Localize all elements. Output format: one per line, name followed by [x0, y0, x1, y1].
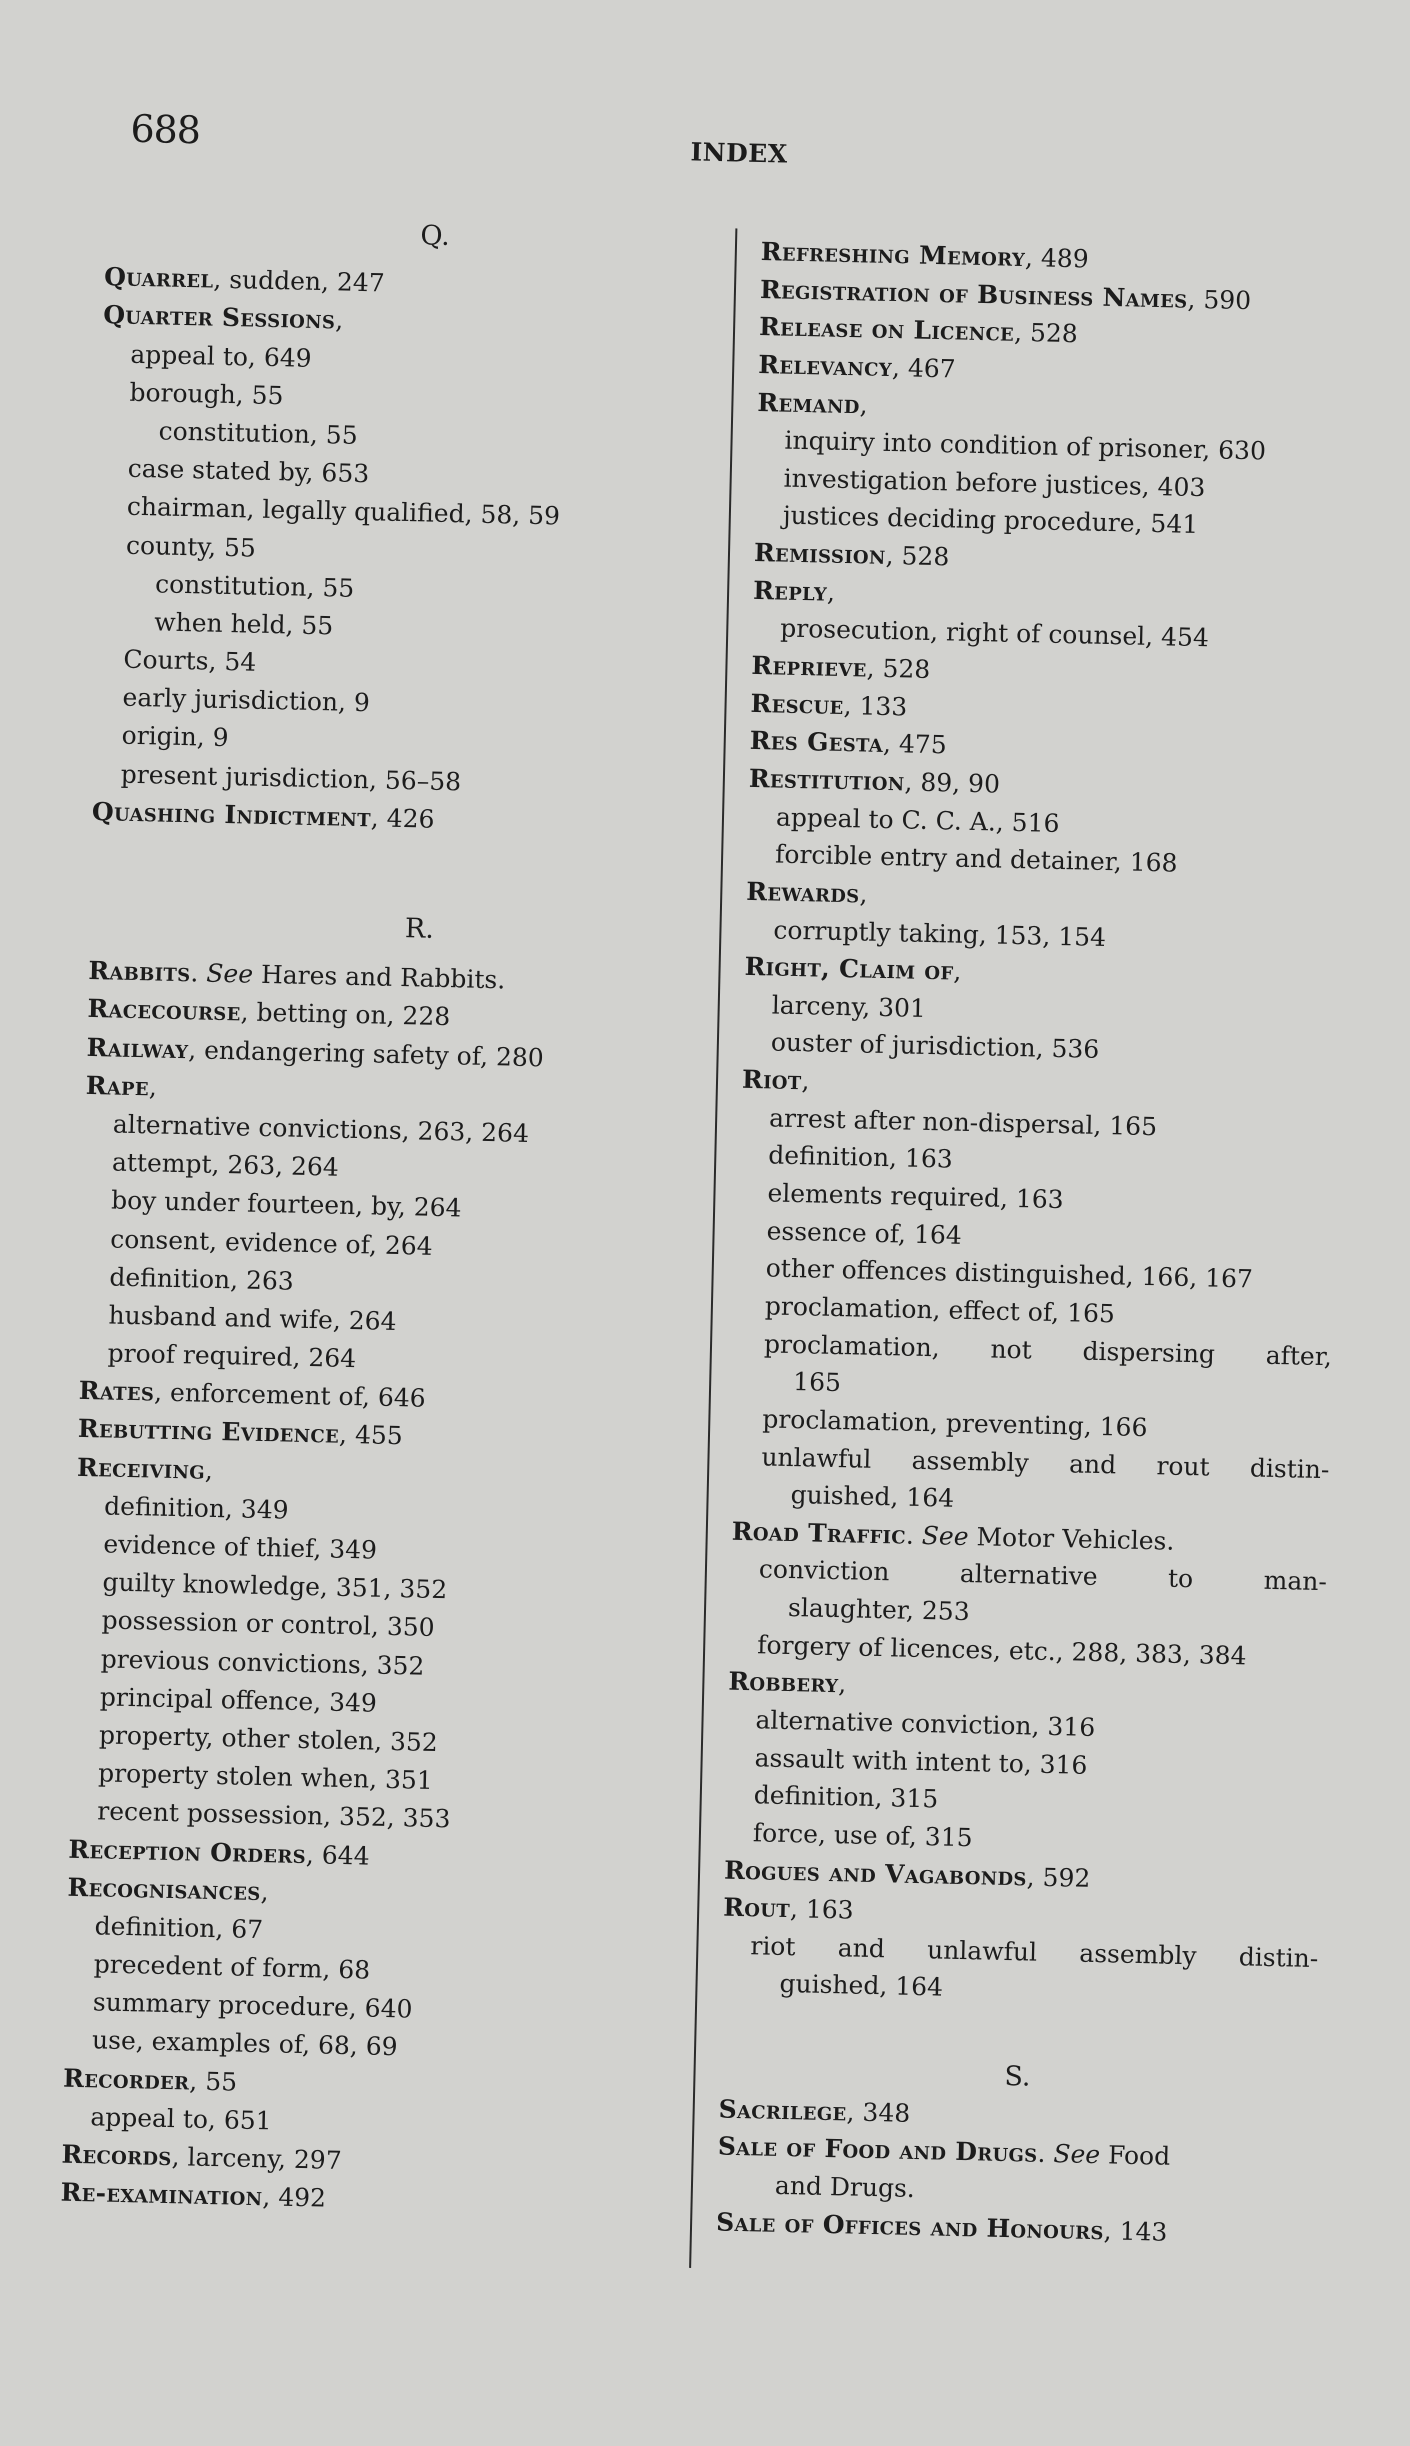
entry-text: arrest after non-dispersal, 165: [768, 1103, 1158, 1141]
entry-term: Remission: [753, 538, 887, 571]
entry-text: , enforcement of, 646: [153, 1377, 426, 1413]
entry-text: , 133: [843, 690, 908, 722]
entry-text: ,: [204, 1455, 214, 1485]
entry-term: Rescue: [750, 688, 844, 720]
entry-text: definition, 67: [94, 1911, 264, 1945]
entry-term: Relevancy: [757, 349, 893, 382]
entry-text: , 528: [866, 653, 931, 685]
entry-text: , 475: [882, 729, 948, 760]
running-head: INDEX: [690, 137, 789, 169]
entry-text: precedent of form, 68: [93, 1949, 371, 1985]
entry-text: when held, 55: [153, 607, 334, 641]
entry-text: prosecution, right of counsel, 454: [779, 613, 1210, 653]
entry-text: borough, 55: [129, 377, 284, 410]
entry-term: Riot: [741, 1064, 802, 1096]
entry-text: appeal to, 649: [130, 339, 312, 373]
entry-text: property stolen when, 351: [97, 1758, 434, 1796]
entry-text: , larceny, 297: [171, 2142, 343, 2175]
entry-text: ,: [826, 577, 836, 607]
entry-text: appeal to C. C. A., 516: [775, 802, 1060, 838]
entry-text: boy under fourteen, by, 264: [110, 1185, 462, 1223]
entry-text: investigation before justices, 403: [783, 463, 1206, 503]
entry-text: use, examples of, 68, 69: [91, 2025, 398, 2062]
entry-text: proclamation, effect of, 165: [764, 1291, 1116, 1329]
entry-text: ,: [260, 1876, 269, 1906]
entry-text: recent possession, 352, 353: [96, 1796, 451, 1834]
see-reference: See: [206, 958, 254, 989]
entry-term: Rewards: [746, 876, 860, 909]
entry-text: essence of, 164: [766, 1216, 963, 1250]
entry-term: Release on Licence: [758, 312, 1015, 348]
entry-text: Hares and Rabbits.: [252, 959, 506, 995]
entry-text: riot and unlawful assembly distin-: [750, 1931, 1319, 1973]
entry-term: Res Gesta: [749, 726, 884, 759]
entry-text: previous convictions, 352: [100, 1643, 425, 1681]
page-number: 688: [129, 106, 201, 153]
entry-text: , 492: [262, 2182, 327, 2213]
entry-text: ,: [953, 956, 962, 986]
entry-text: ,: [148, 1072, 158, 1102]
entry-term: Right, Claim of: [744, 952, 954, 986]
entry-term: Rates: [78, 1376, 155, 1407]
entry-text: elements required, 163: [767, 1178, 1064, 1215]
entry-text: Food: [1099, 2140, 1171, 2172]
entry-text: other offences distinguished, 166, 167: [765, 1253, 1254, 1294]
entry-term: Rebutting Evidence: [77, 1414, 340, 1450]
section-letter-heading: S.: [1004, 2061, 1031, 2093]
entry-term: Racecourse: [87, 994, 241, 1027]
entry-text: .: [190, 958, 207, 988]
entry-term: Reply: [752, 575, 828, 607]
entry-text: possession or control, 350: [101, 1605, 435, 1643]
entry-text: justices deciding procedure, 541: [782, 501, 1199, 540]
entry-text: appeal to, 651: [90, 2102, 272, 2136]
entry-term: Robbery: [728, 1666, 839, 1699]
entry-text: , 644: [305, 1839, 370, 1871]
entry-text: , 467: [891, 352, 956, 384]
entry-text: definition, 263: [109, 1262, 295, 1296]
entry-term: Railway: [86, 1032, 189, 1064]
entry-text: guished, 164: [779, 1969, 944, 2003]
entry-text: .: [1037, 2139, 1054, 2169]
section-letter-heading: Q.: [420, 220, 451, 252]
entry-text: guished, 164: [790, 1480, 955, 1513]
entry-text: evidence of thief, 349: [103, 1529, 378, 1565]
entry-text: summary procedure, 640: [92, 1987, 413, 2024]
entry-text: and Drugs.: [774, 2170, 916, 2204]
entry-term: Records: [61, 2139, 173, 2172]
entry-text: ,: [859, 389, 868, 420]
entry-text: , 55: [189, 2066, 238, 2097]
entry-text: constitution, 55: [154, 569, 355, 603]
entry-text: Motor Vehicles.: [968, 1521, 1175, 1556]
entry-text: , sudden, 247: [213, 264, 386, 298]
entry-text: , 455: [338, 1420, 404, 1451]
entry-text: proclamation, preventing, 166: [762, 1404, 1148, 1442]
entry-text: proclamation, not dispersing after,: [763, 1328, 1333, 1371]
entry-term: Remand: [757, 387, 861, 419]
entry-term: Receiving: [76, 1452, 206, 1485]
entry-text: property, other stolen, 352: [98, 1720, 439, 1758]
entry-term: Recognisances: [67, 1872, 261, 1906]
entry-text: corruptly taking, 153, 154: [773, 915, 1107, 952]
entry-text: , 590: [1187, 284, 1252, 315]
entry-text: , 528: [885, 541, 950, 572]
entry-text: , endangering safety of, 280: [187, 1034, 545, 1072]
entry-text: husband and wife, 264: [108, 1300, 397, 1336]
entry-term: Reprieve: [751, 650, 867, 683]
entry-term: Sale of Offices and Honours: [715, 2207, 1105, 2245]
entry-text: guilty knowledge, 351, 352: [102, 1567, 448, 1605]
entry-text: definition, 349: [103, 1491, 289, 1525]
entry-text: forcible entry and detainer, 168: [774, 839, 1178, 878]
entry-text: assault with intent to, 316: [754, 1742, 1088, 1780]
entry-term: Quashing Indictment: [91, 796, 372, 833]
entry-text: ,: [334, 305, 344, 335]
entry-text: , 426: [370, 803, 435, 834]
entry-text: , 89, 90: [904, 767, 1001, 799]
entry-text: case stated by, 653: [127, 453, 370, 489]
entry-text: proof required, 264: [107, 1338, 357, 1374]
entry-text: Courts, 54: [123, 644, 257, 677]
entry-term: Sale of Food and Drugs: [717, 2131, 1038, 2169]
entry-term: Quarrel: [103, 262, 214, 294]
entry-term: Quarter Sessions: [102, 300, 336, 335]
entry-text: definition, 163: [768, 1140, 954, 1174]
entry-term: Sacrilege: [718, 2094, 847, 2127]
entry-text: , 489: [1024, 243, 1090, 274]
entry-term: Road Traffic: [731, 1516, 907, 1550]
entry-text: forgery of licences, etc., 288, 383, 384: [756, 1630, 1247, 1671]
entry-text: conviction alternative to man-: [758, 1554, 1328, 1597]
entry-text: chairman, legally qualified, 58, 59: [126, 492, 561, 531]
entry-text: , betting on, 228: [240, 997, 451, 1032]
entry-term: Rabbits: [88, 956, 191, 988]
entry-text: present jurisdiction, 56–58: [120, 759, 462, 796]
entry-text: ,: [801, 1066, 810, 1096]
entry-term: Rout: [722, 1892, 791, 1924]
entry-text: larceny, 301: [771, 990, 927, 1023]
entry-text: inquiry into condition of prisoner, 630: [784, 425, 1267, 466]
entry-term: Reception Orders: [68, 1834, 307, 1869]
entry-text: definition, 315: [753, 1780, 939, 1814]
entry-term: Rogues and Vagabonds: [723, 1855, 1028, 1892]
entry-text: 165: [792, 1367, 842, 1398]
entry-term: Re-examination: [60, 2177, 263, 2212]
entry-text: , 163: [789, 1894, 854, 1925]
index-column-left: [60, 210, 675, 2225]
entry-text: ,: [859, 879, 868, 909]
section-letter-heading: R.: [404, 913, 435, 945]
index-column-right: [716, 233, 1357, 2254]
see-reference: See: [921, 1520, 969, 1551]
entry-term: Refreshing Memory: [760, 237, 1026, 273]
entry-text: , 143: [1103, 2215, 1168, 2247]
entry-text: consent, evidence of, 264: [109, 1224, 433, 1261]
entry-text: principal offence, 349: [99, 1682, 378, 1718]
entry-term: Registration of Business Names: [759, 274, 1188, 314]
entry-text: early jurisdiction, 9: [122, 682, 371, 718]
entry-text: attempt, 263, 264: [111, 1147, 340, 1182]
entry-text: force, use of, 315: [752, 1818, 973, 1853]
entry-text: , 592: [1026, 1862, 1091, 1893]
entry-text: .: [905, 1520, 923, 1550]
entry-term: Recorder: [62, 2063, 190, 2096]
entry-text: , 528: [1013, 318, 1079, 349]
entry-term: Restitution: [748, 763, 905, 797]
entry-text: origin, 9: [121, 721, 229, 753]
entry-text: , 348: [846, 2097, 911, 2128]
entry-text: ,: [838, 1669, 847, 1699]
entry-text: slaughter, 253: [787, 1593, 970, 1627]
see-reference: See: [1053, 2139, 1101, 2170]
entry-text: alternative convictions, 263, 264: [112, 1109, 530, 1148]
entry-text: unlawful assembly and rout distin-: [761, 1441, 1330, 1484]
entry-term: Rape: [85, 1070, 150, 1102]
entry-text: constitution, 55: [158, 416, 359, 450]
entry-text: county, 55: [125, 530, 257, 563]
entry-text: ouster of jurisdiction, 536: [770, 1027, 1100, 1065]
entry-text: alternative conviction, 316: [755, 1705, 1096, 1742]
